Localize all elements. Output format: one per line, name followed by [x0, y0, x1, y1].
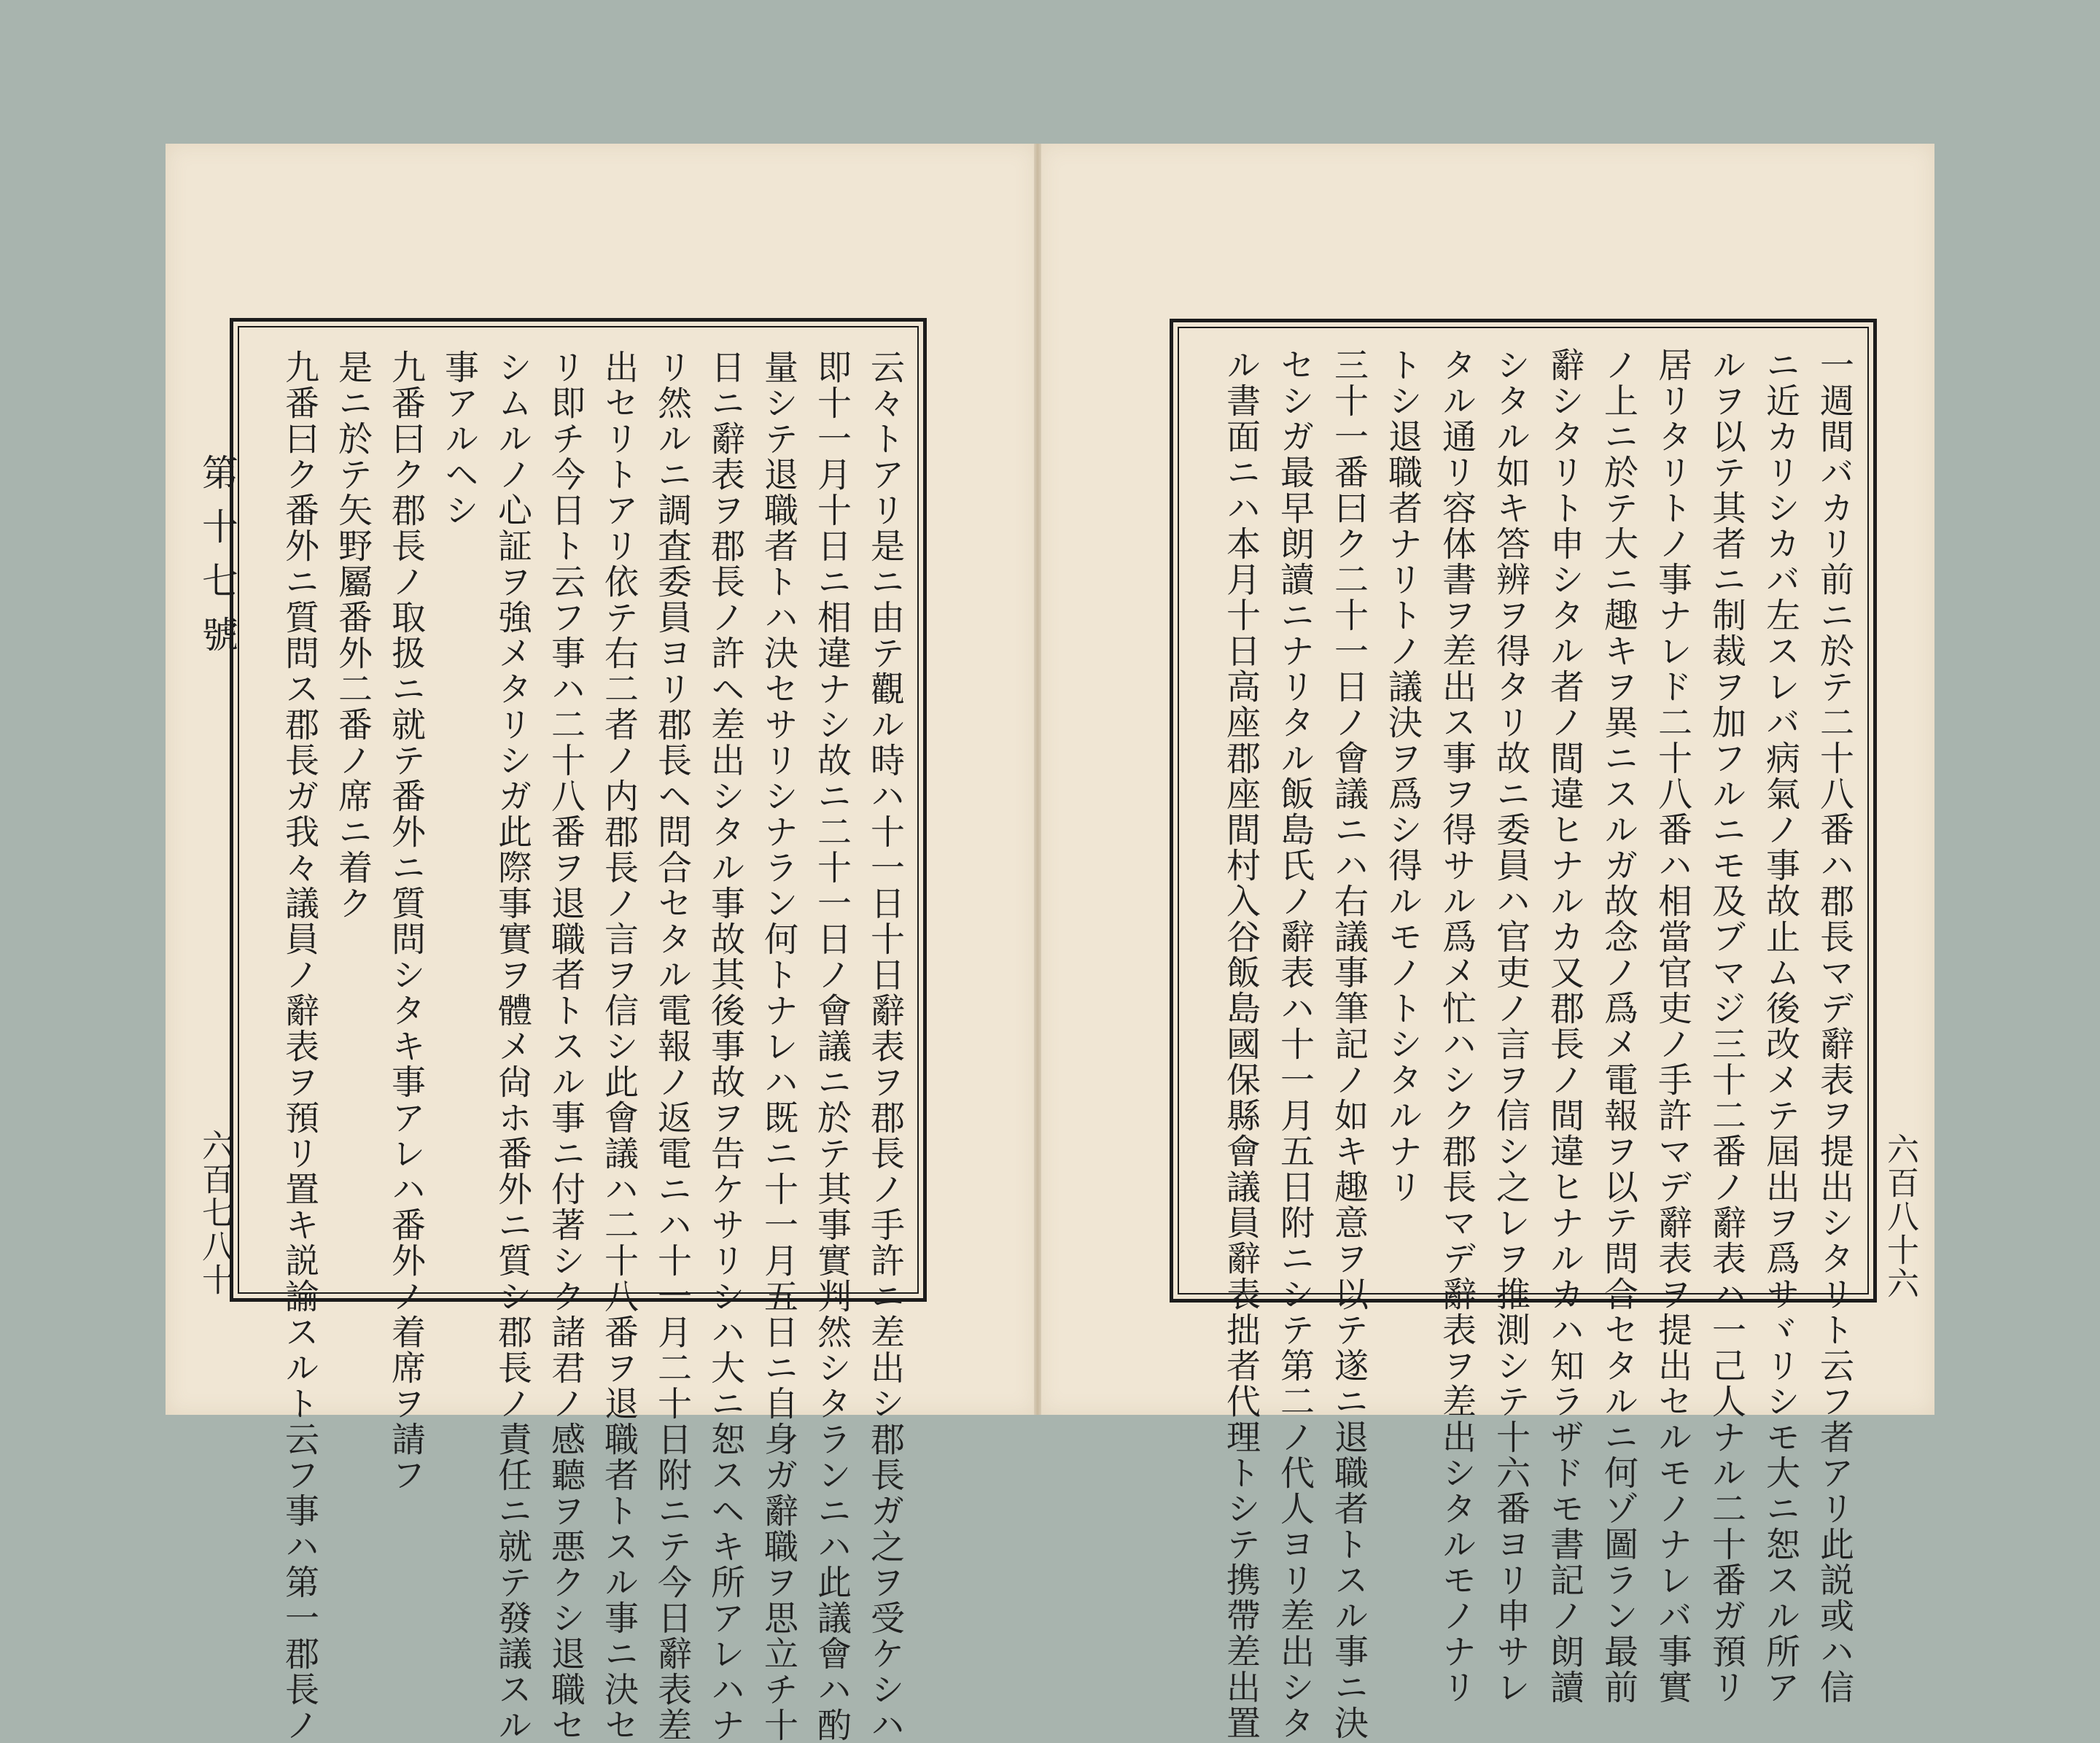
left-text-column: 是ニ於テ矢野屬番外二番ノ席ニ着ク [332, 349, 373, 921]
left-text-column: 九番曰ク番外ニ質問ス郡長ガ我々議員ノ辭表ヲ預リ置キ説諭スルト云フ事ハ第一郡長ノ [279, 349, 319, 1743]
right-text-column: ノ上ニ於テ大ニ趣キヲ異ニスルガ故念ノ爲メ電報ヲ以テ問合セタルニ何ゾ圖ラン最前 [1598, 347, 1638, 1705]
left-text-column: 出セリトアリ依テ右二者ノ内郡長ノ言ヲ信シ此會議ハ二十八番ヲ退職者トスル事ニ決セ [599, 349, 639, 1743]
issue-number-label: 第十七號 [196, 454, 238, 669]
right-text-column: ニ近カリシカバ左スレバ病氣ノ事故止ム後改メテ屆出ヲ爲サヾリシモ大ニ恕スル所ア [1760, 347, 1800, 1705]
right-page-number: 六百八十六 [1881, 1133, 1918, 1300]
left-text-column: 九番曰ク郡長ノ取扱ニ就テ番外ニ質問シタキ事アレハ番外ノ着席ヲ請フ [386, 349, 426, 1493]
left-text-column: 云々トアリ是ニ由テ觀ル時ハ十一日十日辭表ヲ郡長ノ手許ニ差出シ郡長ガ之ヲ受ケシハ [865, 349, 905, 1743]
right-text-column: タル通リ容体書ヲ差出ス事ヲ得サル爲メ忙ハシク郡長マデ辭表ヲ差出シタルモノナリ [1436, 347, 1477, 1705]
left-text-column: リ然ルニ調査委員ヨリ郡長ヘ問合セタル電報ノ返電ニハ十一月二十日附ニテ今日辭表差 [652, 349, 692, 1743]
left-text-column: シムルノ心証ヲ強メタリシガ此際事實ヲ體メ尙ホ番外ニ質シ郡長ノ責任ニ就テ發議スル [492, 349, 532, 1743]
left-text-column: 即十一月十日ニ相違ナシ故ニ二十一日ノ會議ニ於テ其事實判然シタランニハ此議會ハ酌 [812, 349, 852, 1743]
left-text-column: 日ニ辭表ヲ郡長ノ許ヘ差出シタル事故其後事故ヲ告ケサリシハ大ニ恕スヘキ所アレハナ [705, 349, 745, 1743]
left-text-column: リ即チ今日ト云フ事ハ二十八番ヲ退職者トスル事ニ付著シク諸君ノ感聽ヲ悪クシ退職セ [545, 349, 586, 1743]
right-text-column: ルヲ以テ其者ニ制裁ヲ加フルニモ及ブマジ三十二番ノ辭表ハ一己人ナル二十番ガ預リ [1706, 347, 1746, 1705]
right-text-column: 辭シタリト申シタル者ノ間違ヒナルカ又郡長ノ間違ヒナルカハ知ラザドモ書記ノ朗讀 [1544, 347, 1584, 1705]
right-text-column: ル書面ニハ本月十日高座郡座間村入谷飯島國保縣會議員辭表拙者代理トシテ携帶差出置 [1221, 347, 1261, 1741]
right-text-column: 居リタリトノ事ナレド二十八番ハ相當官吏ノ手許マデ辭表ヲ提出セルモノナレバ事實 [1652, 347, 1692, 1705]
right-text-frame [1170, 319, 1877, 1741]
right-text-column: セシガ最早朗讀ニナリタル飯島氏ノ辭表ハ十一月五日附ニシテ第二ノ代人ヨリ差出シタ [1275, 347, 1315, 1741]
right-text-column: 三十一番曰ク二十一日ノ會議ニハ右議事筆記ノ如キ趣意ヲ以テ遂ニ退職者トスル事ニ決 [1329, 347, 1369, 1741]
right-text-column: トシ退職者ナリトノ議決ヲ爲シ得ルモノトシタルナリ [1382, 347, 1423, 1205]
left-text-column: 事アルヘシ [439, 349, 479, 528]
book-gutter [1034, 144, 1041, 1415]
left-page-number: 六百七八十 [196, 1129, 233, 1297]
left-text-frame [230, 318, 927, 1743]
left-text-column: 量シテ退職者トハ決セサリシナラン何トナレハ既ニ十一月五日ニ自身ガ辭職ヲ思立チ十 [758, 349, 798, 1743]
right-text-column: 一週間バカリ前ニ於テ二十八番ハ郡長マデ辭表ヲ提出シタリト云フ者アリ此説或ハ信 [1814, 347, 1854, 1705]
right-text-column: シタル如キ答辨ヲ得タリ故ニ委員ハ官吏ノ言ヲ信シ之レヲ推測シテ十六番ヨリ申サレ [1490, 347, 1531, 1705]
